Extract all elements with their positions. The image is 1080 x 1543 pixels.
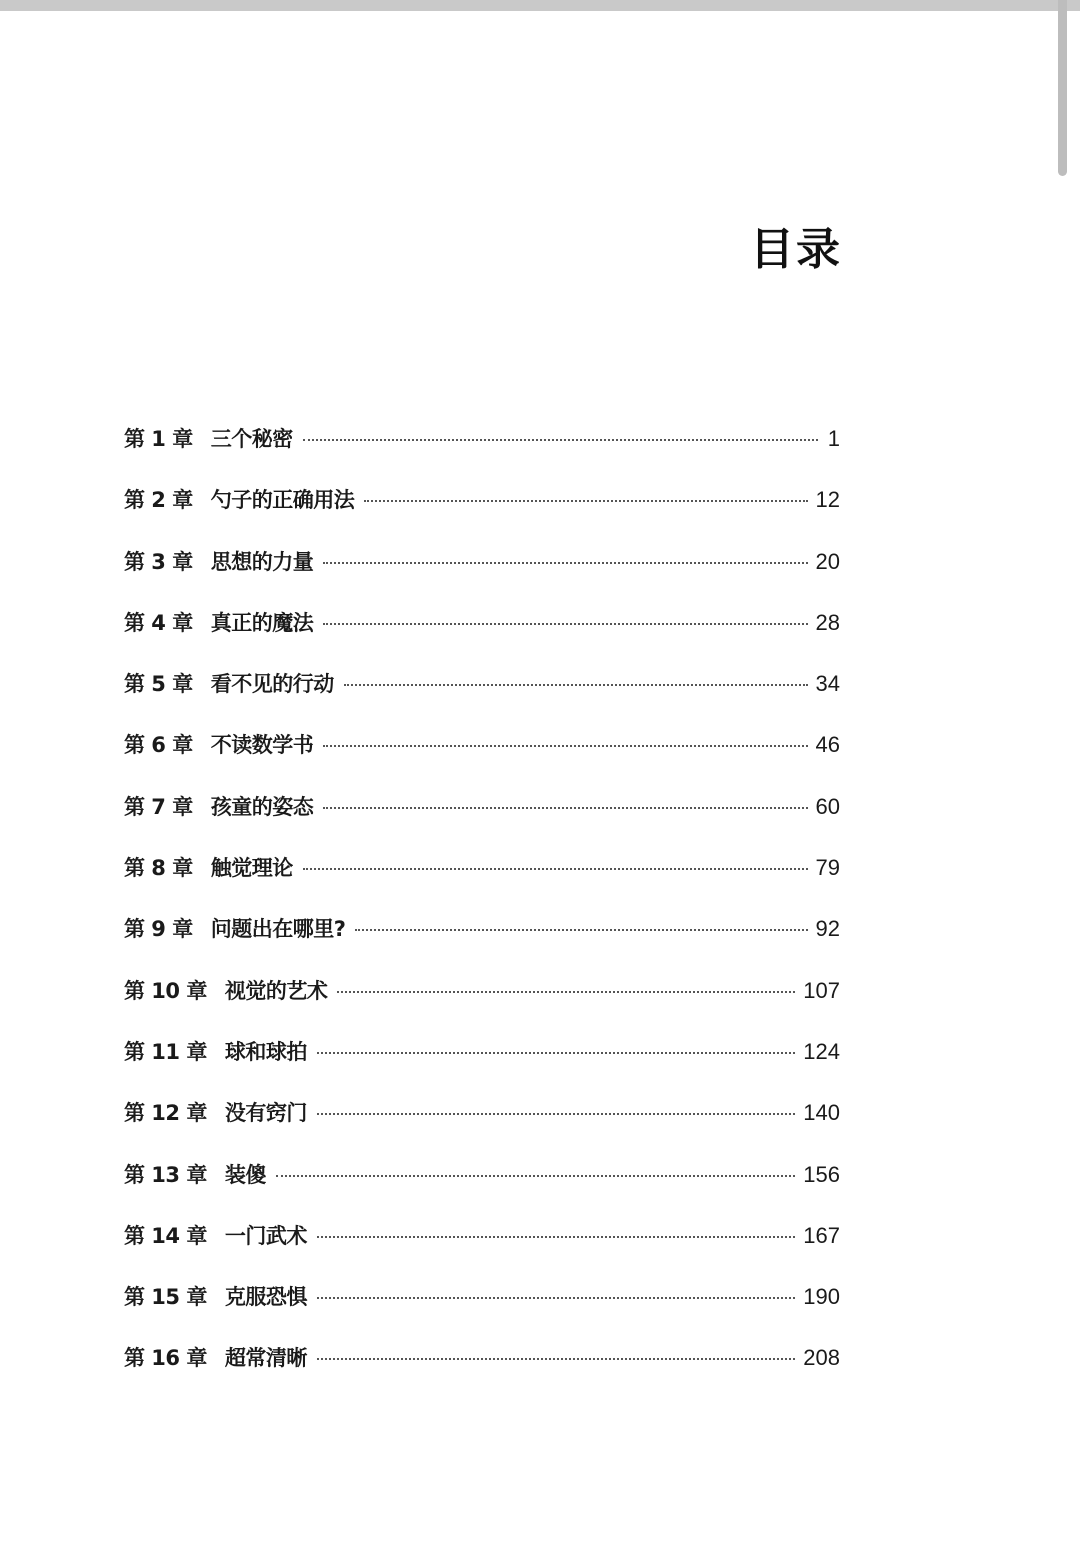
page-title: 目录 — [750, 224, 842, 275]
page-number: 140 — [803, 1100, 840, 1126]
chapter-number: 第 9 章 — [124, 917, 193, 942]
page-number: 79 — [815, 855, 840, 881]
chapter-title: 触觉理论 — [210, 856, 293, 881]
dot-leader — [317, 1236, 795, 1238]
chapter-title: 思想的力量 — [210, 549, 314, 574]
toc-entry[interactable] — [124, 1281, 840, 1342]
dot-leader — [364, 500, 807, 502]
chapter-number: 第 10 章 — [124, 978, 207, 1003]
toc-list — [124, 423, 840, 1404]
chapter-title: 视觉的艺术 — [224, 978, 328, 1003]
page-number: 156 — [803, 1161, 840, 1187]
chapter-number: 第 8 章 — [124, 856, 193, 881]
dot-leader — [317, 1297, 795, 1299]
chapter-title: 超常清晰 — [224, 1346, 307, 1371]
chapter-number: 第 4 章 — [124, 610, 193, 635]
chapter-title: 装傻 — [224, 1162, 266, 1187]
chapter-title: 孩童的姿态 — [210, 794, 314, 819]
chapter-number: 第 12 章 — [124, 1101, 207, 1126]
dot-leader — [323, 807, 807, 809]
dot-leader — [355, 929, 807, 931]
dot-leader — [323, 562, 807, 564]
chapter-number: 第 6 章 — [124, 733, 193, 758]
page-number: 190 — [803, 1284, 840, 1310]
toc-entry[interactable] — [124, 729, 840, 790]
dot-leader — [303, 868, 808, 870]
page-number: 28 — [815, 609, 840, 635]
document-page — [0, 11, 1080, 1543]
top-border — [0, 0, 1080, 11]
toc-entry[interactable] — [124, 1036, 840, 1097]
toc-entry[interactable] — [124, 668, 840, 729]
dot-leader — [323, 745, 807, 747]
dot-leader — [317, 1113, 795, 1115]
toc-entry[interactable] — [124, 975, 840, 1036]
chapter-number: 第 1 章 — [124, 427, 193, 451]
chapter-number: 第 11 章 — [124, 1039, 207, 1064]
dot-leader — [337, 991, 795, 993]
page-number: 208 — [803, 1345, 840, 1371]
dot-leader — [344, 684, 808, 686]
chapter-title: 不读数学书 — [210, 733, 314, 758]
chapter-number: 第 7 章 — [124, 794, 193, 819]
dot-leader — [317, 1052, 795, 1054]
chapter-number: 第 14 章 — [124, 1223, 207, 1248]
toc-entry[interactable] — [124, 852, 840, 913]
toc-entry[interactable] — [124, 791, 840, 852]
chapter-title: 球和球拍 — [224, 1039, 307, 1064]
chapter-title: 三个秘密 — [210, 427, 293, 451]
page-number: 167 — [803, 1222, 840, 1248]
chapter-number: 第 5 章 — [124, 672, 193, 697]
dot-leader — [317, 1358, 795, 1360]
chapter-title: 看不见的行动 — [210, 672, 334, 697]
chapter-number: 第 3 章 — [124, 549, 193, 574]
chapter-title: 一门武术 — [224, 1223, 307, 1248]
toc-entry[interactable] — [124, 607, 840, 668]
page-number: 60 — [815, 793, 840, 819]
toc-entry[interactable] — [124, 1159, 840, 1220]
chapter-title: 真正的魔法 — [210, 610, 314, 635]
page-number: 46 — [815, 732, 840, 758]
chapter-title: 问题出在哪里? — [210, 917, 346, 942]
toc-entry[interactable] — [124, 1220, 840, 1281]
chapter-number: 第 13 章 — [124, 1162, 207, 1187]
toc-entry[interactable] — [124, 1342, 840, 1403]
toc-entry[interactable] — [124, 1097, 840, 1158]
toc-entry[interactable] — [124, 484, 840, 545]
page-number: 20 — [815, 548, 840, 574]
page-number: 1 — [827, 426, 840, 451]
chapter-title: 没有窍门 — [224, 1101, 307, 1126]
toc-entry[interactable] — [124, 546, 840, 607]
page-number: 92 — [815, 916, 840, 942]
chapter-title: 克服恐惧 — [224, 1285, 307, 1310]
dot-leader — [276, 1175, 795, 1177]
page-number: 34 — [815, 671, 840, 697]
chapter-title: 勺子的正确用法 — [210, 488, 355, 513]
page-number: 124 — [803, 1038, 840, 1064]
chapter-number: 第 2 章 — [124, 488, 193, 513]
page-number: 107 — [803, 977, 840, 1003]
chapter-number: 第 16 章 — [124, 1346, 207, 1371]
toc-entry[interactable] — [124, 423, 840, 484]
chapter-number: 第 15 章 — [124, 1285, 207, 1310]
dot-leader — [323, 623, 807, 625]
toc-entry[interactable] — [124, 913, 840, 974]
dot-leader — [303, 439, 818, 441]
page-number: 12 — [815, 487, 840, 513]
